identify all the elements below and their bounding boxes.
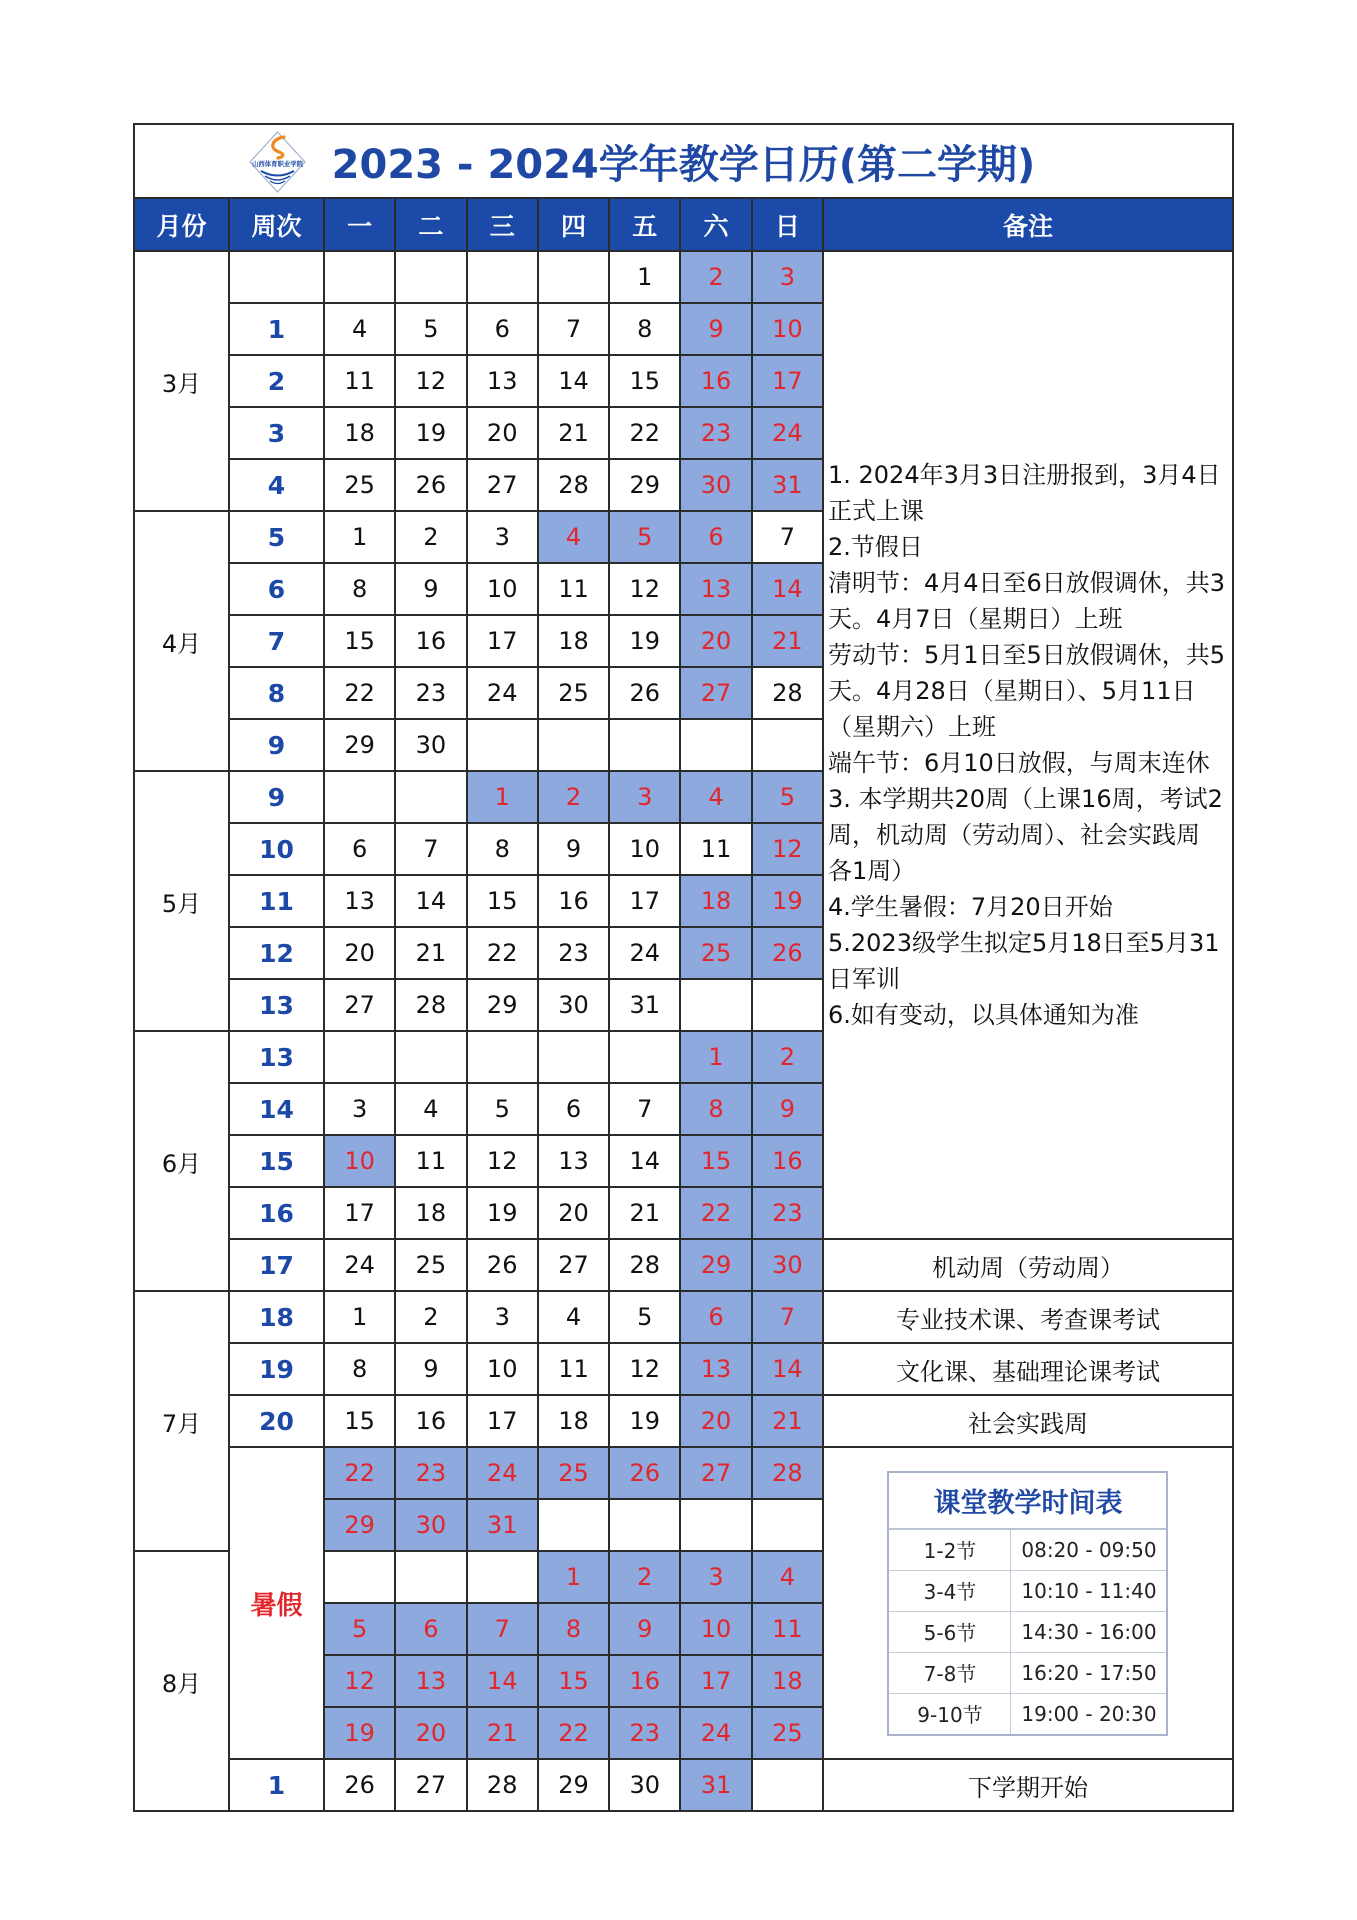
calendar-day-holiday: 3: [753, 252, 824, 304]
calendar-day: 10: [610, 824, 681, 876]
month-label: 3月: [135, 252, 230, 512]
calendar-day: 28: [468, 1760, 539, 1812]
calendar-day-holiday: 6: [681, 512, 752, 564]
calendar-day-holiday: 5: [325, 1604, 396, 1656]
calendar-day: 20: [325, 928, 396, 980]
remark-social-practice: 社会实践周: [824, 1396, 1234, 1448]
calendar-day-holiday: 6: [396, 1604, 467, 1656]
calendar-day: [681, 980, 752, 1032]
calendar-day: 22: [468, 928, 539, 980]
calendar-day: 26: [610, 668, 681, 720]
college-logo: [247, 130, 308, 194]
calendar-day-holiday: 2: [753, 1032, 824, 1084]
calendar-day-holiday: 23: [610, 1708, 681, 1760]
calendar-day: 19: [610, 616, 681, 668]
calendar-day-holiday: 3: [681, 1552, 752, 1604]
period-time: 19:00 - 20:30: [1021, 1701, 1157, 1726]
calendar-day-holiday: 12: [753, 824, 824, 876]
remark-line: 周，机动周（劳动周）、社会实践周: [827, 821, 1200, 849]
period-time: 10:10 - 11:40: [1021, 1578, 1157, 1603]
remark-line: 1. 2024年3月3日注册报到，3月4日: [827, 461, 1221, 489]
calendar-day: [539, 1032, 610, 1084]
teaching-calendar-table: [133, 123, 1234, 1812]
week-number: 10: [230, 824, 325, 876]
calendar-day-holiday: 20: [396, 1708, 467, 1760]
calendar-day-holiday: 30: [396, 1500, 467, 1552]
calendar-day: 21: [539, 408, 610, 460]
calendar-day: 5: [610, 1292, 681, 1344]
calendar-day: 3: [468, 1292, 539, 1344]
calendar-day-holiday: 1: [468, 772, 539, 824]
period-time: 16:20 - 17:50: [1021, 1660, 1157, 1685]
period-label: 7-8节: [889, 1653, 1011, 1693]
calendar-day-holiday: 5: [610, 512, 681, 564]
calendar-day: 24: [325, 1240, 396, 1292]
calendar-day-holiday: 6: [681, 1292, 752, 1344]
week-number: 4: [230, 460, 325, 512]
remark-line: 天。4月7日（星期日）上班: [827, 605, 1123, 633]
calendar-day: 18: [539, 1396, 610, 1448]
timetable-row: [889, 1653, 1166, 1694]
calendar-day-holiday: 25: [539, 1448, 610, 1500]
month-label: 8月: [135, 1552, 230, 1812]
calendar-day-holiday: 29: [681, 1240, 752, 1292]
remark-line: 端午节：6月10日放假，与周末连休: [827, 749, 1210, 777]
calendar-day: 30: [610, 1760, 681, 1812]
calendar-day: 1: [610, 252, 681, 304]
calendar-day: 21: [610, 1188, 681, 1240]
calendar-day: 15: [468, 876, 539, 928]
calendar-day: 28: [396, 980, 467, 1032]
calendar-day-holiday: 19: [753, 876, 824, 928]
calendar-day: [753, 980, 824, 1032]
calendar-day: [681, 1500, 752, 1552]
calendar-day: 21: [396, 928, 467, 980]
calendar-day: 4: [325, 304, 396, 356]
calendar-day-holiday: 29: [325, 1500, 396, 1552]
week-number: 18: [230, 1292, 325, 1344]
period-label: 5-6节: [889, 1612, 1011, 1652]
logo-text: 山西体育职业学院: [251, 160, 304, 168]
week-number: 1: [230, 304, 325, 356]
calendar-day-holiday: 16: [753, 1136, 824, 1188]
calendar-day: 23: [539, 928, 610, 980]
period-time: 08:20 - 09:50: [1021, 1537, 1157, 1562]
calendar-day-holiday: 4: [753, 1552, 824, 1604]
calendar-day: 20: [468, 408, 539, 460]
calendar-day: 12: [610, 1344, 681, 1396]
header-saturday: 六: [681, 199, 752, 252]
calendar-day: 7: [610, 1084, 681, 1136]
calendar-day-holiday: 31: [468, 1500, 539, 1552]
calendar-day: 7: [396, 824, 467, 876]
remark-line: 4.学生暑假：7月20日开始: [827, 893, 1113, 921]
timetable-cell: [824, 1448, 1234, 1760]
calendar-day: 5: [396, 304, 467, 356]
calendar-day: 25: [539, 668, 610, 720]
calendar-day: 13: [539, 1136, 610, 1188]
calendar-day: 27: [468, 460, 539, 512]
calendar-day-holiday: 21: [468, 1708, 539, 1760]
calendar-day: 27: [539, 1240, 610, 1292]
calendar-day: 27: [396, 1760, 467, 1812]
calendar-day-holiday: 10: [681, 1604, 752, 1656]
calendar-day: 29: [325, 720, 396, 772]
calendar-day: 8: [325, 564, 396, 616]
header-month: 月份: [135, 199, 230, 252]
calendar-day: 14: [610, 1136, 681, 1188]
calendar-day: 10: [468, 1344, 539, 1396]
header-week: 周次: [230, 199, 325, 252]
calendar-day: 20: [539, 1188, 610, 1240]
calendar-day-holiday: 5: [753, 772, 824, 824]
calendar-day: 6: [325, 824, 396, 876]
calendar-day: 9: [539, 824, 610, 876]
week-number: 17: [230, 1240, 325, 1292]
calendar-day: 18: [396, 1188, 467, 1240]
calendar-day-holiday: 8: [681, 1084, 752, 1136]
period-label: 1-2节: [889, 1530, 1011, 1570]
calendar-day-holiday: 23: [753, 1188, 824, 1240]
calendar-day: 19: [610, 1396, 681, 1448]
remark-line: 3. 本学期共20周（上课16周，考试2: [827, 785, 1223, 813]
month-label: 5月: [135, 772, 230, 1032]
calendar-day-holiday: 25: [681, 928, 752, 980]
calendar-day: 19: [468, 1188, 539, 1240]
week-number: 16: [230, 1188, 325, 1240]
calendar-day-holiday: 19: [325, 1708, 396, 1760]
calendar-day: 3: [468, 512, 539, 564]
week-number: 7: [230, 616, 325, 668]
calendar-day: [539, 1500, 610, 1552]
week-number: 19: [230, 1344, 325, 1396]
calendar-day-holiday: 26: [610, 1448, 681, 1500]
calendar-day-holiday: 13: [681, 1344, 752, 1396]
calendar-day-holiday: 30: [753, 1240, 824, 1292]
calendar-day: 30: [539, 980, 610, 1032]
calendar-day: 6: [539, 1084, 610, 1136]
calendar-day-holiday: 15: [539, 1656, 610, 1708]
calendar-day: [468, 252, 539, 304]
week-number: 5: [230, 512, 325, 564]
calendar-day: 28: [753, 668, 824, 720]
calendar-day: [539, 720, 610, 772]
calendar-day: 17: [468, 616, 539, 668]
calendar-day: 4: [396, 1084, 467, 1136]
remark-next-semester: 下学期开始: [824, 1760, 1234, 1812]
calendar-day: 12: [610, 564, 681, 616]
calendar-day: [753, 720, 824, 772]
calendar-day: 9: [396, 564, 467, 616]
week-number: 9: [230, 772, 325, 824]
calendar-day: 28: [610, 1240, 681, 1292]
calendar-day-holiday: 9: [681, 304, 752, 356]
calendar-day-holiday: 17: [681, 1656, 752, 1708]
calendar-day: [396, 1032, 467, 1084]
calendar-day: [396, 1552, 467, 1604]
calendar-day: [396, 772, 467, 824]
calendar-day: [681, 720, 752, 772]
calendar-day: 11: [396, 1136, 467, 1188]
calendar-day: 2: [396, 512, 467, 564]
summer-vacation-label: 暑假: [230, 1448, 325, 1760]
calendar-day-holiday: 1: [539, 1552, 610, 1604]
remark-line: （星期六）上班: [827, 713, 996, 741]
week-number: 12: [230, 928, 325, 980]
calendar-day: 22: [325, 668, 396, 720]
calendar-day-holiday: 21: [753, 1396, 824, 1448]
calendar-day-holiday: 4: [681, 772, 752, 824]
remark-line: 天。4月28日（星期日）、5月11日: [827, 677, 1196, 705]
calendar-day: 17: [468, 1396, 539, 1448]
calendar-day-holiday: 16: [681, 356, 752, 408]
calendar-day: 15: [325, 616, 396, 668]
header-wednesday: 三: [468, 199, 539, 252]
calendar-day-holiday: 8: [539, 1604, 610, 1656]
calendar-day: [610, 720, 681, 772]
calendar-day-holiday: 24: [681, 1708, 752, 1760]
week-number: 9: [230, 720, 325, 772]
calendar-day-holiday: 1: [681, 1032, 752, 1084]
calendar-day: [325, 772, 396, 824]
calendar-day: 23: [396, 668, 467, 720]
calendar-day-holiday: 22: [539, 1708, 610, 1760]
calendar-day-holiday: 27: [681, 1448, 752, 1500]
week-number: 1: [230, 1760, 325, 1812]
calendar-day-holiday: 14: [468, 1656, 539, 1708]
remark-line: 5.2023级学生拟定5月18日至5月31: [827, 929, 1220, 957]
page-title: 2023 - 2024学年教学日历(第二学期): [331, 141, 1036, 188]
timetable-row: [889, 1612, 1166, 1653]
calendar-day-holiday: 31: [681, 1760, 752, 1812]
calendar-day: [325, 1552, 396, 1604]
calendar-day: 31: [610, 980, 681, 1032]
month-label: 4月: [135, 512, 230, 772]
week-number: 8: [230, 668, 325, 720]
period-label: 3-4节: [889, 1571, 1011, 1611]
calendar-day: 15: [325, 1396, 396, 1448]
calendar-day: 6: [468, 304, 539, 356]
calendar-day: 17: [610, 876, 681, 928]
week-number: 15: [230, 1136, 325, 1188]
timetable-row: [889, 1694, 1166, 1734]
remark-line: 正式上课: [827, 497, 924, 525]
calendar-day-holiday: 24: [753, 408, 824, 460]
calendar-day-holiday: 21: [753, 616, 824, 668]
remark-culture-exam: 文化课、基础理论课考试: [824, 1344, 1234, 1396]
calendar-day-holiday: 27: [681, 668, 752, 720]
week-number: 20: [230, 1396, 325, 1448]
calendar-day: [468, 1552, 539, 1604]
calendar-day-holiday: 24: [468, 1448, 539, 1500]
month-label: 6月: [135, 1032, 230, 1292]
month-label: 7月: [135, 1292, 230, 1552]
header-monday: 一: [325, 199, 396, 252]
remark-line: 劳动节：5月1日至5日放假调休，共5: [827, 641, 1226, 669]
calendar-day-holiday: 2: [539, 772, 610, 824]
header-thursday: 四: [539, 199, 610, 252]
calendar-day: 24: [610, 928, 681, 980]
calendar-day: 12: [468, 1136, 539, 1188]
calendar-day-holiday: 22: [325, 1448, 396, 1500]
calendar-day-holiday: 11: [753, 1604, 824, 1656]
calendar-day: [610, 1032, 681, 1084]
period-time: 14:30 - 16:00: [1021, 1619, 1157, 1644]
calendar-day: 26: [396, 460, 467, 512]
calendar-day: 29: [610, 460, 681, 512]
week-number: 2: [230, 356, 325, 408]
week-number: [230, 252, 325, 304]
calendar-day: 1: [325, 512, 396, 564]
calendar-day-holiday: 4: [539, 512, 610, 564]
calendar-day-holiday: 14: [753, 1344, 824, 1396]
remark-line: 各1周）: [827, 857, 916, 885]
calendar-day: 26: [325, 1760, 396, 1812]
header-notes: 备注: [824, 199, 1234, 252]
calendar-day: 18: [325, 408, 396, 460]
calendar-day-holiday: 31: [753, 460, 824, 512]
remark-line: 6.如有变动，以具体通知为准: [827, 1001, 1139, 1029]
calendar-day-holiday: 18: [681, 876, 752, 928]
calendar-day: 16: [396, 616, 467, 668]
calendar-day: [753, 1760, 824, 1812]
calendar-day: [325, 1032, 396, 1084]
calendar-day: 25: [396, 1240, 467, 1292]
calendar-day-holiday: 13: [396, 1656, 467, 1708]
calendar-day: 11: [681, 824, 752, 876]
calendar-day: [325, 252, 396, 304]
calendar-day: [468, 1032, 539, 1084]
calendar-day: 27: [325, 980, 396, 1032]
calendar-day-holiday: 20: [681, 616, 752, 668]
calendar-day: 5: [468, 1084, 539, 1136]
calendar-day: 1: [325, 1292, 396, 1344]
remark-line: 日军训: [827, 965, 900, 993]
calendar-day-holiday: 9: [753, 1084, 824, 1136]
calendar-day-holiday: 2: [610, 1552, 681, 1604]
remark-line: 2.节假日: [827, 533, 923, 561]
calendar-day: 8: [610, 304, 681, 356]
week-number: 14: [230, 1084, 325, 1136]
calendar-day: [753, 1500, 824, 1552]
calendar-day-holiday: 22: [681, 1188, 752, 1240]
calendar-day-holiday: 23: [396, 1448, 467, 1500]
calendar-day: 18: [539, 616, 610, 668]
calendar-day: 14: [396, 876, 467, 928]
week-number: 13: [230, 980, 325, 1032]
calendar-day: 29: [539, 1760, 610, 1812]
calendar-day-holiday: 12: [325, 1656, 396, 1708]
calendar-day: 22: [610, 408, 681, 460]
title-row: [135, 125, 1234, 199]
remark-line: 清明节：4月4日至6日放假调休，共3: [827, 569, 1226, 597]
header-friday: 五: [610, 199, 681, 252]
calendar-day: 29: [468, 980, 539, 1032]
header-sunday: 日: [753, 199, 824, 252]
calendar-day-holiday: 18: [753, 1656, 824, 1708]
calendar-day: 16: [396, 1396, 467, 1448]
calendar-day: [610, 1500, 681, 1552]
calendar-day: 14: [539, 356, 610, 408]
calendar-day: 28: [539, 460, 610, 512]
calendar-day-holiday: 20: [681, 1396, 752, 1448]
calendar-day: 25: [325, 460, 396, 512]
calendar-day: 8: [468, 824, 539, 876]
calendar-day-holiday: 26: [753, 928, 824, 980]
calendar-day: 24: [468, 668, 539, 720]
calendar-day-holiday: 10: [753, 304, 824, 356]
calendar-day-holiday: 23: [681, 408, 752, 460]
calendar-day: 12: [396, 356, 467, 408]
calendar-day-holiday: 15: [681, 1136, 752, 1188]
header-tuesday: 二: [396, 199, 467, 252]
week-number: 13: [230, 1032, 325, 1084]
timetable-row: [889, 1530, 1166, 1571]
calendar-day: 13: [325, 876, 396, 928]
timetable-row: [889, 1571, 1166, 1612]
calendar-day-holiday: 10: [325, 1136, 396, 1188]
remark-professional-exam: 专业技术课、考查课考试: [824, 1292, 1234, 1344]
calendar-day-holiday: 3: [610, 772, 681, 824]
calendar-day: 17: [325, 1188, 396, 1240]
calendar-day: 7: [539, 304, 610, 356]
calendar-day: 10: [468, 564, 539, 616]
calendar-day: 16: [539, 876, 610, 928]
calendar-day: 3: [325, 1084, 396, 1136]
calendar-day: 8: [325, 1344, 396, 1396]
calendar-day-holiday: 7: [468, 1604, 539, 1656]
calendar-day-holiday: 17: [753, 356, 824, 408]
calendar-day: 9: [396, 1344, 467, 1396]
calendar-day: 11: [539, 564, 610, 616]
calendar-day-holiday: 28: [753, 1448, 824, 1500]
calendar-day: 4: [539, 1292, 610, 1344]
calendar-day: [468, 720, 539, 772]
calendar-day: 30: [396, 720, 467, 772]
calendar-day-holiday: 9: [610, 1604, 681, 1656]
week-number: 3: [230, 408, 325, 460]
calendar-day: 11: [325, 356, 396, 408]
calendar-day-holiday: 13: [681, 564, 752, 616]
calendar-day: 11: [539, 1344, 610, 1396]
calendar-day: 2: [396, 1292, 467, 1344]
calendar-day: 19: [396, 408, 467, 460]
calendar-day-holiday: 7: [753, 1292, 824, 1344]
week-number: 6: [230, 564, 325, 616]
calendar-day: [396, 252, 467, 304]
remarks-block: [824, 252, 1234, 1240]
week-number: 11: [230, 876, 325, 928]
timetable-title: 课堂教学时间表: [889, 1473, 1166, 1530]
remark-flexible-week: 机动周（劳动周）: [824, 1240, 1234, 1292]
calendar-day: 13: [468, 356, 539, 408]
calendar-day-holiday: 14: [753, 564, 824, 616]
calendar-day-holiday: 30: [681, 460, 752, 512]
calendar-day: 26: [468, 1240, 539, 1292]
calendar-day: [539, 252, 610, 304]
calendar-day-holiday: 25: [753, 1708, 824, 1760]
calendar-day: 15: [610, 356, 681, 408]
calendar-day-holiday: 16: [610, 1656, 681, 1708]
calendar-day-holiday: 2: [681, 252, 752, 304]
period-label: 9-10节: [889, 1694, 1011, 1734]
calendar-day: 7: [753, 512, 824, 564]
class-timetable: [887, 1471, 1168, 1736]
